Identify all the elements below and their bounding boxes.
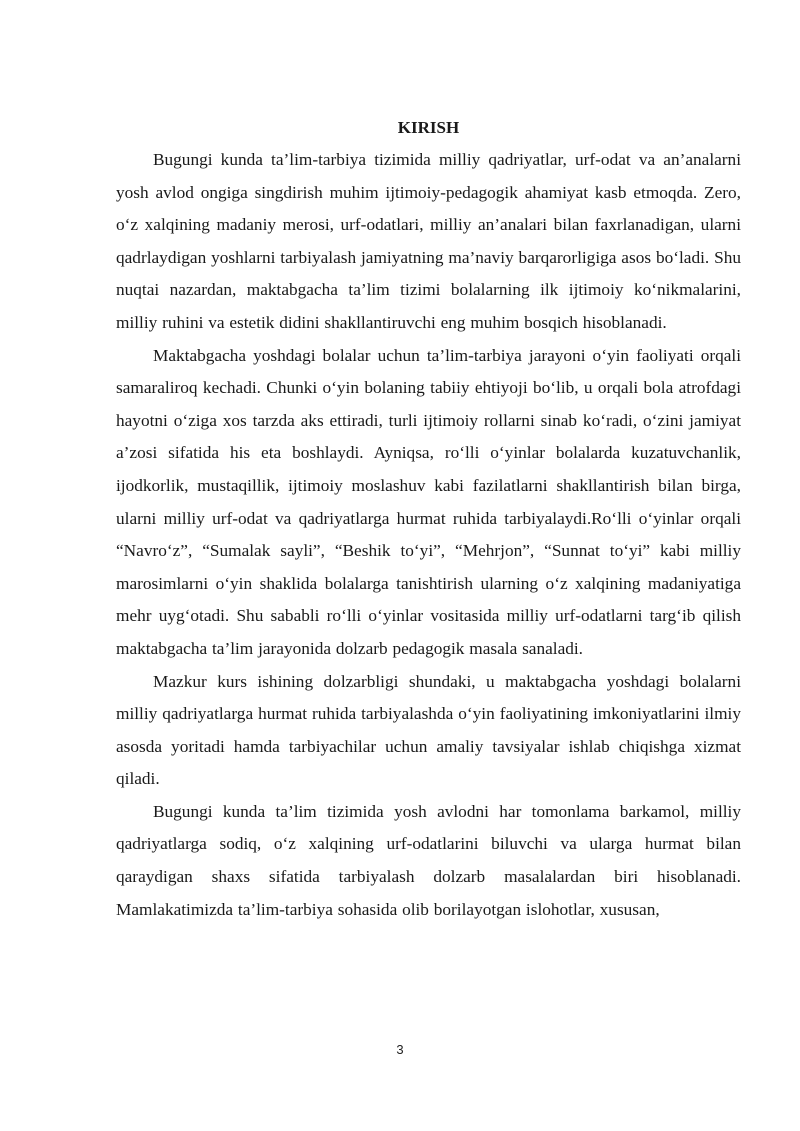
paragraph-1: Bugungi kunda ta’lim-tarbiya tizimida milliy qadriyatlar, urf-odat va an’analarni yosh avlod ongiga singdirish muhim ijtimoiy-pedagogik ahamiyat kasb etmoqda. Zero, o‘z xalqining madaniy merosi, urf-odatlari, milliy an’analari bilan faxrlanadigan, ularni qadrlaydigan yoshlarni tarbiyalash jamiyatning ma’naviy barqarorligiga asos bo‘ladi. Shu nuqtai nazardan, maktabgacha ta’lim tizimi bolalarning ilk ijtimoiy ko‘nikmalarini, milliy ruhini va estetik didini shakllantiruvchi eng muhim bosqich hisoblanadi. [116,150,741,332]
paragraph-2: Maktabgacha yoshdagi bolalar uchun ta’lim-tarbiya jarayoni o‘yin faoliyati orqali samaraliroq kechadi. Chunki o‘yin bolaning tabiiy ehtiyoji bo‘lib, u orqali bola atrofdagi hayotni o‘ziga xos tarzda aks ettiradi, turli ijtimoiy rollarni sinab ko‘radi, o‘zini jamiyat a’zosi sifatida his eta boshlaydi. Ayniqsa, ro‘lli o‘yinlar bolalarda kuzatuvchanlik, ijodkorlik, mustaqillik, ijtimoiy moslashuv kabi fazilatlarni shakllantirish bilan birga, ularni milliy urf-odat va qadriyatlarga hurmat ruhida tarbiyalaydi.Ro‘lli o‘yinlar orqali “Navro‘z”, “Sumalak sayli”, “Beshik to‘yi”, “Mehrjon”, “Sunnat to‘yi” kabi milliy marosimlarni o‘yin shaklida bolalarga tanishtirish ularning o‘z xalqining madaniyatiga mehr uyg‘otadi. Shu sababli ro‘lli o‘yinlar vositasida milliy urf-odatlarni targ‘ib qilish maktabgacha ta’lim jarayonida dolzarb pedagogik masala sanaladi. [116,345,741,658]
paragraph-3: Mazkur kurs ishining dolzarbligi shundaki, u maktabgacha yoshdagi bolalarni milliy qadriyatlarga hurmat ruhida tarbiyalashda o‘yin faoliyatining imkoniyatlarini ilmiy asosda yoritadi hamda tarbiyachilar uchun amaliy tavsiyalar ishlab chiqishga xizmat qiladi. [116,671,741,789]
section-heading: KIRISH [397,118,460,137]
paragraph-4: Bugungi kunda ta’lim tizimida yosh avlodni har tomonlama barkamol, milliy qadriyatlarga sodiq, o‘z xalqining urf-odatlarini biluvchi va ularga hurmat bilan qaraydigan shaxs sifatida tarbiyalash dolzarb masalalardan biri hisoblanadi. Mamlakatimizda ta’lim-tarbiya sohasida olib borilayotgan islohotlar, xususan, [116,801,741,919]
page-number: 3 [396,1042,404,1057]
document-page [116,112,741,926]
